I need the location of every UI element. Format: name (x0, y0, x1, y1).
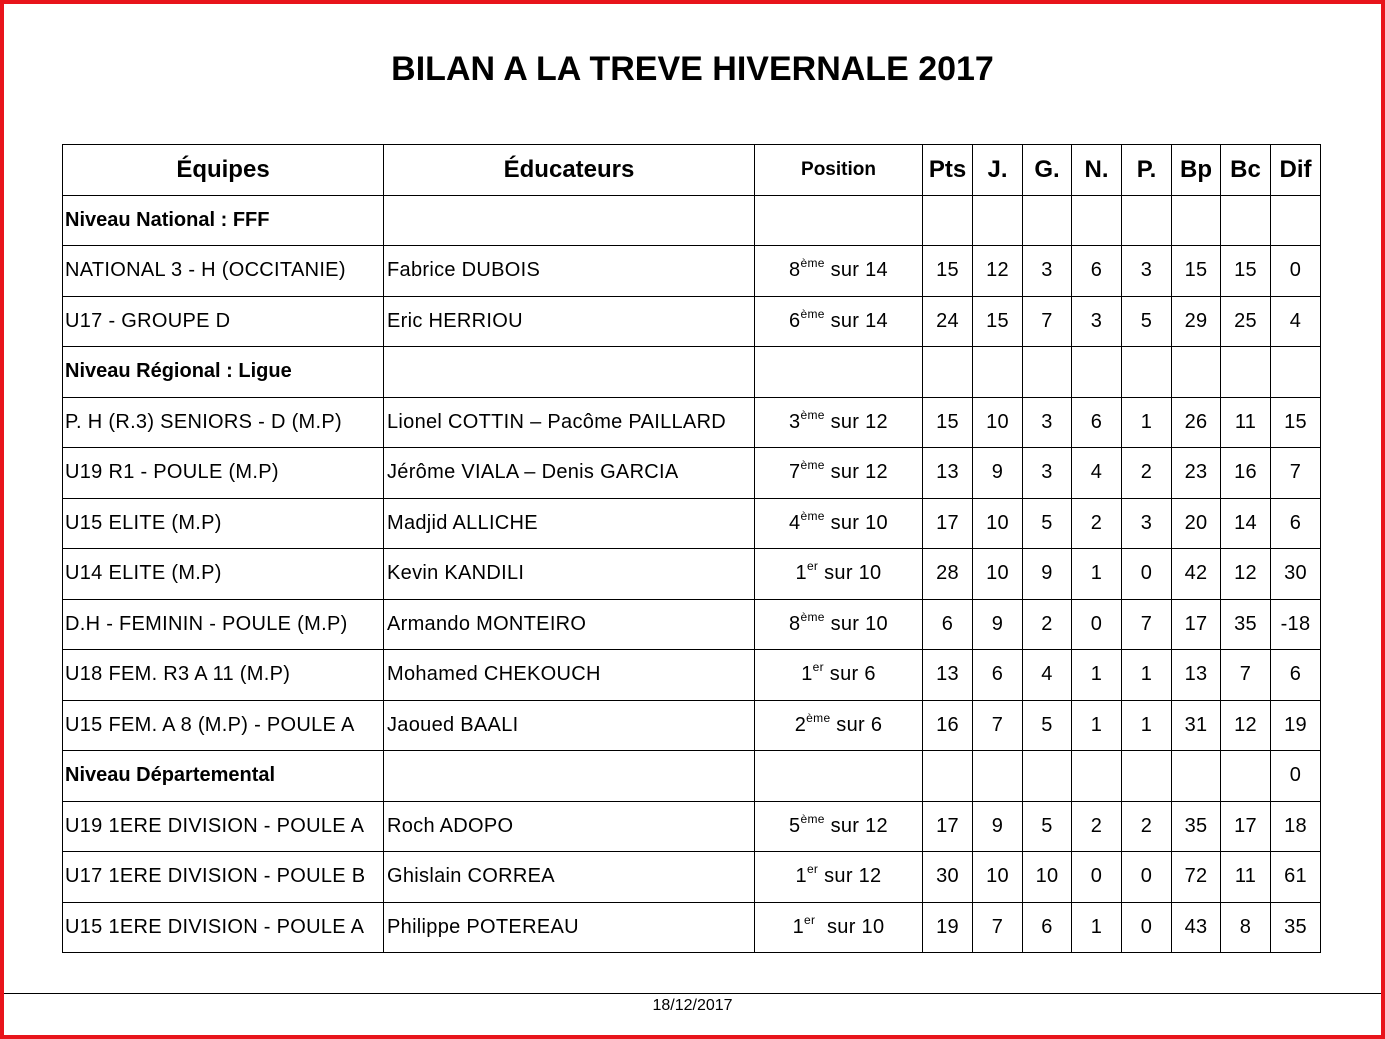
n-cell: 0 (1072, 599, 1122, 650)
position-cell (755, 650, 923, 701)
rank-suffix: ème (800, 609, 825, 624)
bc-cell: 12 (1221, 549, 1271, 600)
g-cell: 3 (1023, 246, 1072, 297)
coach-name: Jaoued BAALI (384, 700, 755, 751)
rank-of: sur 10 (824, 612, 888, 635)
bp-cell: 23 (1172, 448, 1221, 499)
table-body (63, 195, 1321, 953)
team-row (63, 296, 1321, 347)
standings-table (62, 144, 1321, 953)
dif-cell: 0 (1271, 246, 1321, 297)
header-lost: P. (1122, 145, 1172, 196)
team-row (63, 852, 1321, 903)
g-cell: 6 (1023, 902, 1072, 953)
rank-suffix: ème (800, 508, 825, 523)
team-name: U17 1ERE DIVISION - POULE B (63, 852, 384, 903)
coach-name: Philippe POTEREAU (384, 902, 755, 953)
bp-cell: 26 (1172, 397, 1221, 448)
team-row (63, 902, 1321, 953)
team-row (63, 801, 1321, 852)
bc-cell: 15 (1221, 246, 1271, 297)
empty-cell (1023, 347, 1072, 398)
rank-suffix: er (812, 660, 824, 675)
j-cell: 10 (973, 397, 1023, 448)
bp-cell: 35 (1172, 801, 1221, 852)
team-row (63, 700, 1321, 751)
team-row (63, 498, 1321, 549)
dif-cell: -18 (1271, 599, 1321, 650)
coach-name: Roch ADOPO (384, 801, 755, 852)
pts-cell: 6 (923, 599, 973, 650)
rank: 1 (801, 663, 813, 686)
rank: 8 (789, 259, 801, 282)
n-cell: 1 (1072, 902, 1122, 953)
header-goals-for: Bp (1172, 145, 1221, 196)
p-cell: 0 (1122, 902, 1172, 953)
empty-cell (973, 751, 1023, 802)
header-pts: Pts (923, 145, 973, 196)
bp-cell: 31 (1172, 700, 1221, 751)
header-goals-against: Bc (1221, 145, 1271, 196)
position-cell (755, 801, 923, 852)
coach-name: Fabrice DUBOIS (384, 246, 755, 297)
header-coach: Éducateurs (384, 145, 755, 196)
header-team: Équipes (63, 145, 384, 196)
p-cell: 2 (1122, 448, 1172, 499)
pts-cell: 17 (923, 498, 973, 549)
bp-cell: 29 (1172, 296, 1221, 347)
dif-cell: 18 (1271, 801, 1321, 852)
n-cell: 4 (1072, 448, 1122, 499)
team-row (63, 599, 1321, 650)
dif-cell: 6 (1271, 650, 1321, 701)
header-goal-difference: Dif (1271, 145, 1321, 196)
empty-cell (1072, 347, 1122, 398)
rank: 3 (789, 410, 801, 433)
empty-cell (1072, 195, 1122, 246)
section-title: Niveau Départemental (63, 751, 384, 802)
n-cell: 0 (1072, 852, 1122, 903)
j-cell: 12 (973, 246, 1023, 297)
rank-of: sur 10 (824, 511, 888, 534)
pts-cell: 17 (923, 801, 973, 852)
empty-cell (923, 751, 973, 802)
team-name: U14 ELITE (M.P) (63, 549, 384, 600)
rank: 1 (792, 915, 805, 938)
empty-cell (1023, 751, 1072, 802)
j-cell: 15 (973, 296, 1023, 347)
rank: 8 (789, 612, 801, 635)
pts-cell: 19 (923, 902, 973, 953)
j-cell: 10 (973, 549, 1023, 600)
p-cell: 3 (1122, 498, 1172, 549)
team-name: U17 - GROUPE D (63, 296, 384, 347)
rank-suffix: ème (800, 306, 825, 321)
position-cell (755, 599, 923, 650)
bc-cell: 35 (1221, 599, 1271, 650)
dif-cell (1271, 195, 1321, 246)
n-cell: 6 (1072, 397, 1122, 448)
empty-cell (384, 195, 755, 246)
team-row (63, 397, 1321, 448)
g-cell: 2 (1023, 599, 1072, 650)
empty-cell (923, 195, 973, 246)
rank: 2 (794, 713, 807, 736)
bc-cell: 8 (1221, 902, 1271, 953)
coach-name: Lionel COTTIN – Pacôme PAILLARD (384, 397, 755, 448)
bp-cell: 17 (1172, 599, 1221, 650)
rank-of: sur 10 (818, 562, 882, 585)
section-title: Niveau National : FFF (63, 195, 384, 246)
header-position: Position (755, 145, 923, 196)
team-name: U19 1ERE DIVISION - POULE A (63, 801, 384, 852)
empty-cell (755, 347, 923, 398)
pts-cell: 15 (923, 246, 973, 297)
dif-cell (1271, 347, 1321, 398)
header-won: G. (1023, 145, 1072, 196)
rank: 1 (795, 562, 807, 585)
empty-cell (384, 751, 755, 802)
j-cell: 7 (973, 700, 1023, 751)
g-cell: 10 (1023, 852, 1072, 903)
p-cell: 7 (1122, 599, 1172, 650)
pts-cell: 13 (923, 448, 973, 499)
coach-name: Armando MONTEIRO (384, 599, 755, 650)
j-cell: 7 (973, 902, 1023, 953)
empty-cell (1172, 347, 1221, 398)
empty-cell (973, 347, 1023, 398)
j-cell: 10 (973, 852, 1023, 903)
g-cell: 4 (1023, 650, 1072, 701)
page-title: BILAN A LA TREVE HIVERNALE 2017 (391, 50, 994, 88)
bc-cell: 17 (1221, 801, 1271, 852)
p-cell: 1 (1122, 700, 1172, 751)
p-cell: 5 (1122, 296, 1172, 347)
g-cell: 7 (1023, 296, 1072, 347)
header-drawn: N. (1072, 145, 1122, 196)
bc-cell: 11 (1221, 852, 1271, 903)
n-cell: 6 (1072, 246, 1122, 297)
bp-cell: 43 (1172, 902, 1221, 953)
team-name: P. H (R.3) SENIORS - D (M.P) (63, 397, 384, 448)
bc-cell: 11 (1221, 397, 1271, 448)
pts-cell: 28 (923, 549, 973, 600)
coach-name: Ghislain CORREA (384, 852, 755, 903)
bp-cell: 15 (1172, 246, 1221, 297)
empty-cell (1172, 195, 1221, 246)
g-cell: 3 (1023, 448, 1072, 499)
pts-cell: 16 (923, 700, 973, 751)
table-header-row (63, 145, 1321, 196)
bc-cell: 12 (1221, 700, 1271, 751)
coach-name: Eric HERRIOU (384, 296, 755, 347)
dif-cell: 30 (1271, 549, 1321, 600)
rank: 6 (789, 309, 801, 332)
empty-cell (755, 195, 923, 246)
p-cell: 1 (1122, 650, 1172, 701)
section-row (63, 347, 1321, 398)
bp-cell: 13 (1172, 650, 1221, 701)
j-cell: 9 (973, 448, 1023, 499)
dif-cell: 4 (1271, 296, 1321, 347)
position-cell (755, 549, 923, 600)
pts-cell: 24 (923, 296, 973, 347)
empty-cell (973, 195, 1023, 246)
rank: 1 (795, 865, 807, 888)
rank-suffix: ème (806, 710, 831, 725)
rank-suffix: ème (800, 256, 825, 271)
bc-cell: 7 (1221, 650, 1271, 701)
empty-cell (1221, 195, 1271, 246)
position-cell (755, 498, 923, 549)
j-cell: 6 (973, 650, 1023, 701)
dif-cell: 61 (1271, 852, 1321, 903)
dif-cell: 35 (1271, 902, 1321, 953)
rank-of: sur 14 (824, 259, 888, 282)
empty-cell (1023, 195, 1072, 246)
rank-suffix: er (806, 559, 819, 574)
bp-cell: 72 (1172, 852, 1221, 903)
footer-divider (4, 993, 1381, 994)
empty-cell (1122, 347, 1172, 398)
coach-name: Jérôme VIALA – Denis GARCIA (384, 448, 755, 499)
g-cell: 5 (1023, 801, 1072, 852)
rank-of: sur 6 (830, 713, 883, 736)
empty-cell (1172, 751, 1221, 802)
team-name: U15 FEM. A 8 (M.P) - POULE A (63, 700, 384, 751)
g-cell: 5 (1023, 700, 1072, 751)
bp-cell: 42 (1172, 549, 1221, 600)
position-cell (755, 296, 923, 347)
empty-cell (755, 751, 923, 802)
empty-cell (1221, 347, 1271, 398)
header-played: J. (973, 145, 1023, 196)
empty-cell (384, 347, 755, 398)
rank-of: sur 12 (824, 814, 888, 837)
team-row (63, 650, 1321, 701)
rank-of: sur 14 (824, 309, 888, 332)
g-cell: 5 (1023, 498, 1072, 549)
rank-of: sur 12 (824, 410, 888, 433)
p-cell: 0 (1122, 852, 1172, 903)
coach-name: Madjid ALLICHE (384, 498, 755, 549)
coach-name: Mohamed CHEKOUCH (384, 650, 755, 701)
g-cell: 3 (1023, 397, 1072, 448)
position-cell (755, 448, 923, 499)
dif-cell: 15 (1271, 397, 1321, 448)
n-cell: 1 (1072, 549, 1122, 600)
rank-suffix: er (806, 862, 819, 877)
section-row (63, 195, 1321, 246)
j-cell: 9 (973, 599, 1023, 650)
rank-of: sur 6 (823, 663, 876, 686)
team-row (63, 448, 1321, 499)
n-cell: 1 (1072, 700, 1122, 751)
rank-of: sur 12 (818, 865, 882, 888)
rank-suffix: ème (800, 407, 825, 422)
rank: 7 (789, 461, 801, 484)
empty-cell (1221, 751, 1271, 802)
rank-suffix: ème (800, 458, 825, 473)
empty-cell (1122, 195, 1172, 246)
position-cell (755, 852, 923, 903)
p-cell: 3 (1122, 246, 1172, 297)
p-cell: 1 (1122, 397, 1172, 448)
team-row (63, 549, 1321, 600)
n-cell: 3 (1072, 296, 1122, 347)
rank-suffix: er (804, 912, 816, 927)
position-cell (755, 902, 923, 953)
section-row (63, 751, 1321, 802)
pts-cell: 15 (923, 397, 973, 448)
bc-cell: 16 (1221, 448, 1271, 499)
team-name: NATIONAL 3 - H (OCCITANIE) (63, 246, 384, 297)
dif-cell: 7 (1271, 448, 1321, 499)
pts-cell: 13 (923, 650, 973, 701)
dif-cell: 19 (1271, 700, 1321, 751)
empty-cell (1072, 751, 1122, 802)
dif-cell: 6 (1271, 498, 1321, 549)
team-name: U19 R1 - POULE (M.P) (63, 448, 384, 499)
rank-of: sur 12 (824, 461, 888, 484)
rank: 4 (789, 511, 801, 534)
bc-cell: 25 (1221, 296, 1271, 347)
bc-cell: 14 (1221, 498, 1271, 549)
team-name: U18 FEM. R3 A 11 (M.P) (63, 650, 384, 701)
j-cell: 9 (973, 801, 1023, 852)
footer-date: 18/12/2017 (652, 997, 733, 1014)
rank-of: sur 10 (815, 915, 885, 938)
bp-cell: 20 (1172, 498, 1221, 549)
n-cell: 1 (1072, 650, 1122, 701)
p-cell: 0 (1122, 549, 1172, 600)
empty-cell (923, 347, 973, 398)
coach-name: Kevin KANDILI (384, 549, 755, 600)
position-cell (755, 397, 923, 448)
team-row (63, 246, 1321, 297)
team-name: U15 ELITE (M.P) (63, 498, 384, 549)
team-name: D.H - FEMININ - POULE (M.P) (63, 599, 384, 650)
empty-cell (1122, 751, 1172, 802)
n-cell: 2 (1072, 801, 1122, 852)
dif-cell: 0 (1271, 751, 1321, 802)
section-title: Niveau Régional : Ligue (63, 347, 384, 398)
n-cell: 2 (1072, 498, 1122, 549)
team-name: U15 1ERE DIVISION - POULE A (63, 902, 384, 953)
rank-suffix: ème (800, 811, 825, 826)
p-cell: 2 (1122, 801, 1172, 852)
position-cell (755, 700, 923, 751)
g-cell: 9 (1023, 549, 1072, 600)
pts-cell: 30 (923, 852, 973, 903)
position-cell (755, 246, 923, 297)
rank: 5 (789, 814, 801, 837)
j-cell: 10 (973, 498, 1023, 549)
